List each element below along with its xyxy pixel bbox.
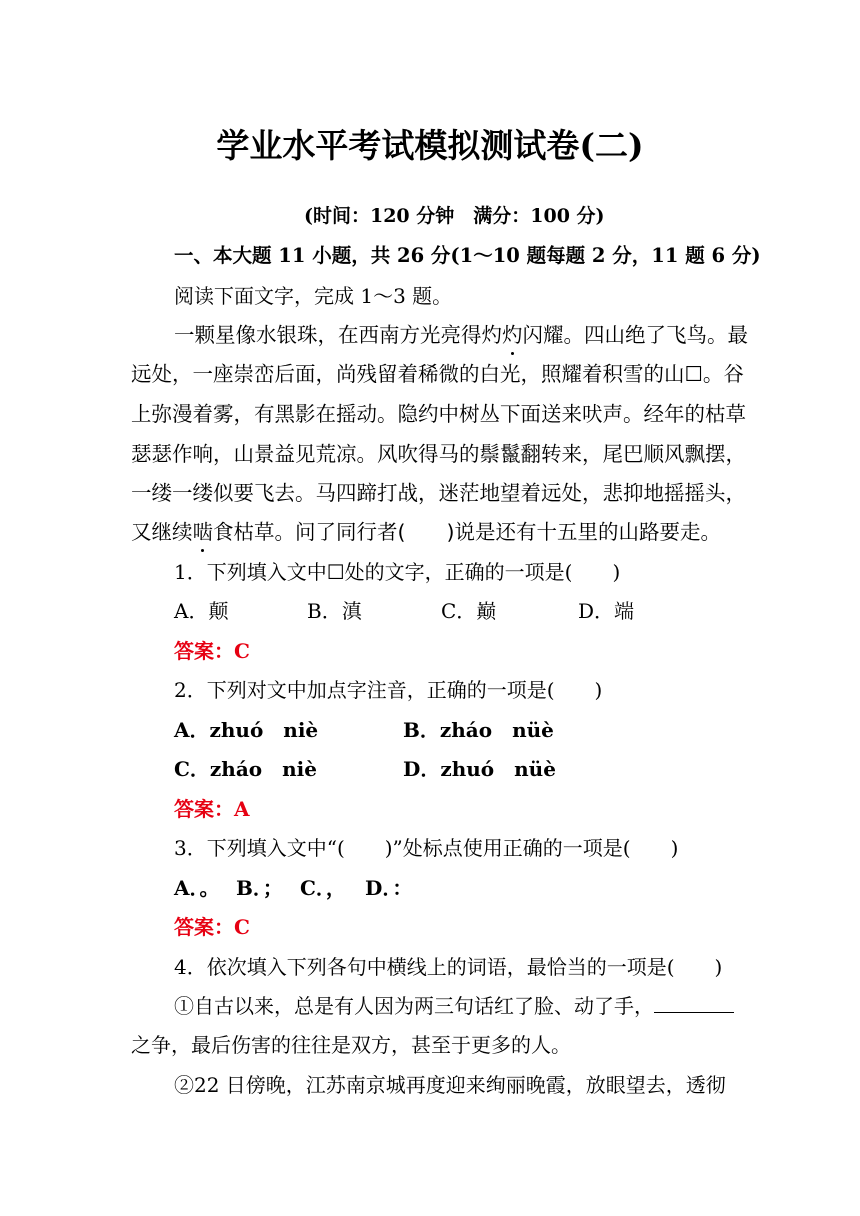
q4-stem: 4．依次填入下列各句中横线上的词语，最恰当的一项是( ) xyxy=(174,955,723,979)
reading-instruction: 阅读下面文字，完成 1～3 题。 xyxy=(174,284,453,308)
q1-option-a: A．颠 xyxy=(174,599,229,623)
q4-sentence-2: ②22 日傍晚，江苏南京城再度迎来绚丽晚霞，放眼望去，透彻 xyxy=(174,1073,726,1097)
section-heading: 一、本大题 11 小题，共 26 分(1～10 题每题 2 分，11 题 6 分) xyxy=(174,244,761,267)
passage-line-1 xyxy=(174,321,748,349)
q4-sentence-1-b: 之争，最后伤害的往往是双方，甚至于更多的人。 xyxy=(131,1033,571,1057)
q2-answer-label: 答案： xyxy=(174,797,234,821)
passage-line-5: 一缕一缕似要飞去。马四蹄打战，迷茫地望着远处，悲抑地摇摇头， xyxy=(131,481,746,505)
passage-line-3: 上弥漫着雾，有黑影在摇动。隐约中树丛下面送来吠声。经年的枯草 xyxy=(131,402,746,426)
passage-line-1-b: 闪耀。四山绝了飞鸟。最 xyxy=(522,323,748,347)
q1-answer-label: 答案： xyxy=(174,639,234,663)
passage-line-1-a: 一颗星像水银珠，在西南方光亮得灼 xyxy=(174,323,502,347)
q2-stem: 2．下列对文中加点字注音，正确的一项是( ) xyxy=(174,678,603,702)
q2-option-a: A．zhuó niè xyxy=(174,718,319,742)
q3-answer xyxy=(174,913,250,941)
passage-line-6-b: 食枯草。问了同行者( )说是还有十五里的山路要走。 xyxy=(213,520,721,544)
q3-answer-value: C xyxy=(234,915,250,939)
dotted-char-zhuo: 灼 xyxy=(502,323,523,347)
q1-stem: 1．下列填入文中☐处的文字，正确的一项是( ) xyxy=(174,560,621,584)
q2-option-d: D．zhuó nüè xyxy=(403,757,556,781)
q3-answer-label: 答案： xyxy=(174,915,234,939)
q3-option-d: D．： xyxy=(365,876,413,900)
q1-answer-value: C xyxy=(234,639,250,663)
q1-option-b: B．滇 xyxy=(307,599,362,623)
q1-option-d: D．端 xyxy=(578,599,635,623)
q2-option-c: C．zháo niè xyxy=(174,757,317,781)
q4-sentence-1-a xyxy=(174,992,734,1020)
q4-blank xyxy=(654,992,734,1013)
q4-sentence-1-text: ①自古以来，总是有人因为两三句话红了脸、动了手， xyxy=(174,994,654,1018)
exam-meta: (时间：120 分钟 满分：100 分) xyxy=(304,205,605,227)
q1-answer xyxy=(174,637,250,665)
q3-stem: 3．下列填入文中“( )”处标点使用正确的一项是( ) xyxy=(174,836,679,860)
passage-line-4: 瑟瑟作响，山景益见荒凉。风吹得马的鬃鬣翻转来，尾巴顺风飘摆， xyxy=(131,442,746,466)
q1-option-c: C．巅 xyxy=(441,599,497,623)
passage-line-6 xyxy=(131,518,721,546)
passage-line-2: 远处，一座崇峦后面，尚残留着稀微的白光，照耀着积雪的山☐。谷 xyxy=(131,362,744,386)
passage-line-6-a: 又继续 xyxy=(131,520,193,544)
q3-option-a: A．。 xyxy=(174,876,220,900)
dotted-char-nie: 啮 xyxy=(192,520,213,544)
page-title: 学业水平考试模拟测试卷(二) xyxy=(216,126,644,165)
q2-answer xyxy=(174,795,250,823)
q2-option-b: B．zháo nüè xyxy=(403,718,554,742)
q3-option-b: B．； xyxy=(236,876,283,900)
q3-option-c: C．， xyxy=(300,876,346,900)
q2-answer-value: A xyxy=(234,797,250,821)
